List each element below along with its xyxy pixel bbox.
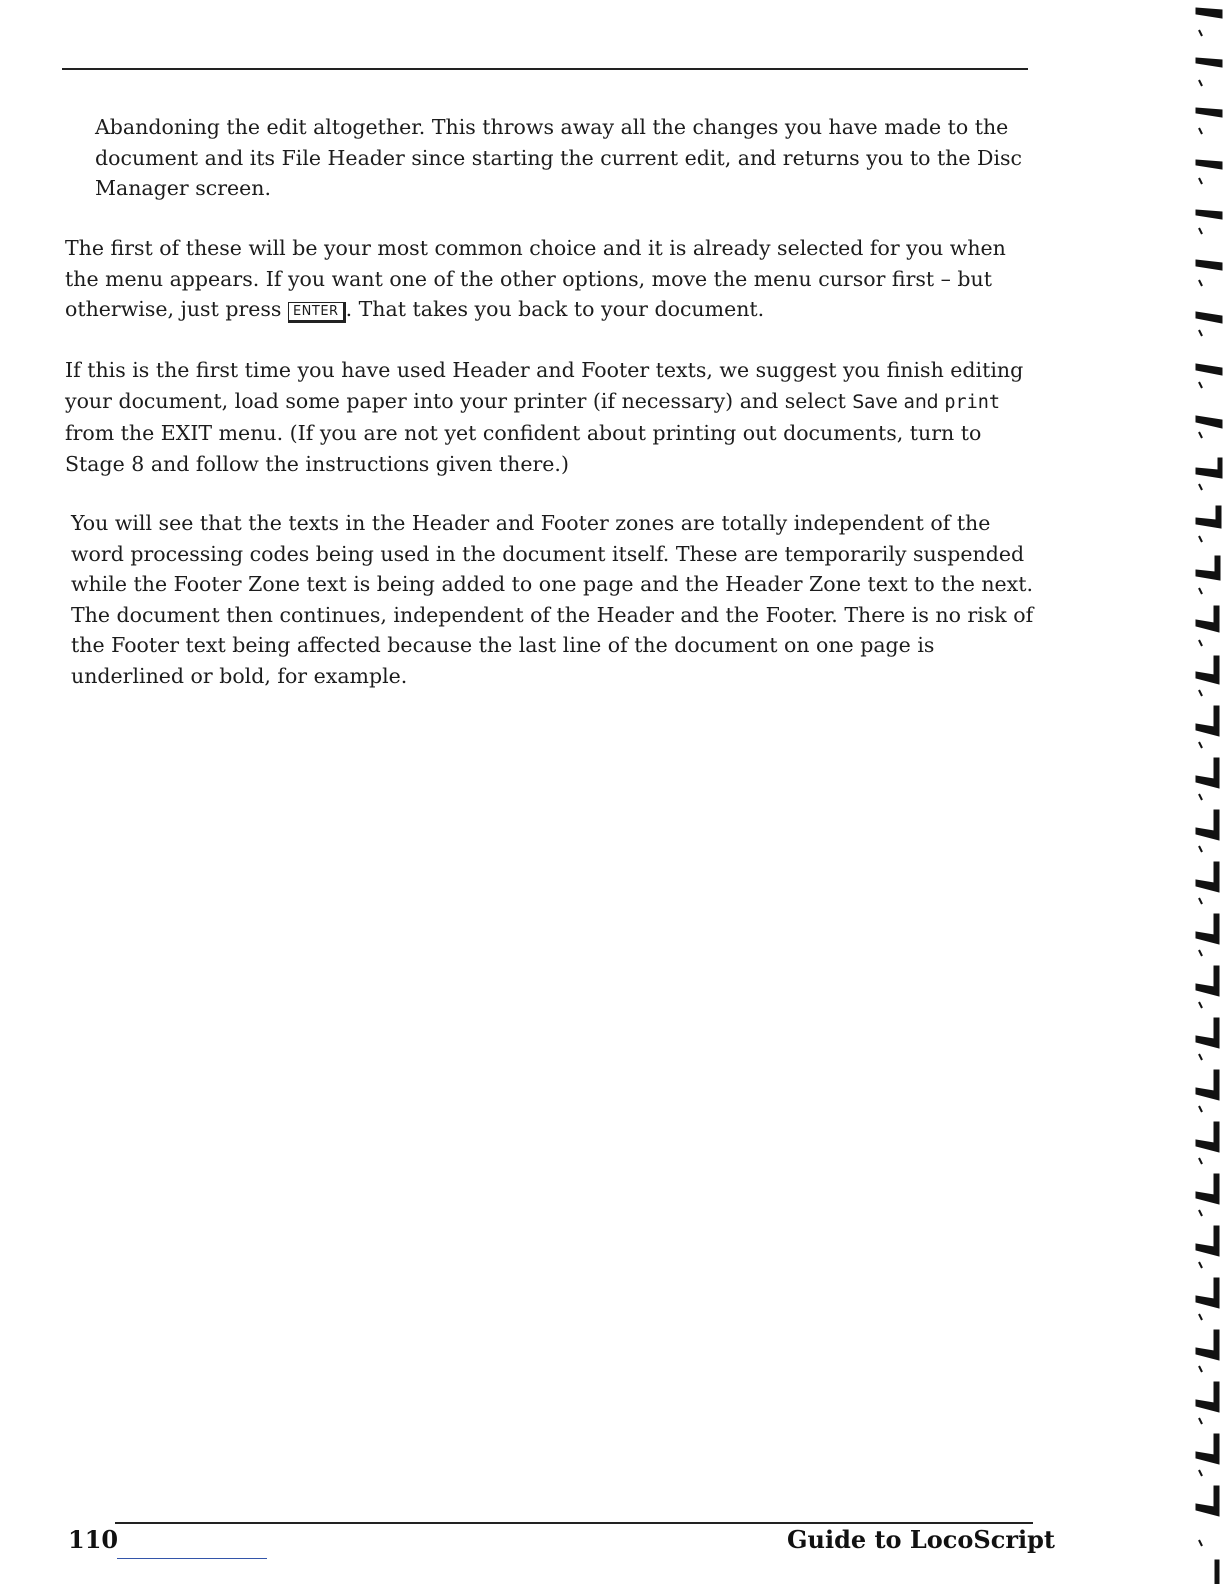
enter-key-glyph: ENTER bbox=[288, 302, 346, 323]
paragraph-text: . That takes you back to your document. bbox=[345, 297, 765, 321]
menu-option-print: print bbox=[944, 391, 1001, 413]
paragraph-independent-texts: You will see that the texts in the Header and Footer zones are totally independent of the word processing codes being used in the document itself. These are temporarily suspended while the Footer Zone text is being added to one page and the Header Zone text to the next. The document then continues, independent of the Header and the Footer. There is no risk of the Footer text being affected because the last line of the document on one page is underlined or bold, for example. bbox=[71, 511, 1034, 688]
header-rule bbox=[62, 68, 1028, 70]
footer-rule bbox=[115, 1522, 1033, 1524]
paragraph-text: The first of these will be your most common choice and it is already selected for you when the menu appears. If you want one of the other options, move the menu cursor first – but otherwise, just press bbox=[65, 236, 1006, 321]
paragraph-text: If this is the first time you have used Header and Footer texts, we suggest you finish editing your document, load some paper into your printer (if necessary) and select bbox=[65, 358, 1024, 413]
menu-option-save: Save bbox=[852, 391, 898, 413]
paragraph-text: from the EXIT menu. (If you are not yet confident about printing out documents, turn to Stage 8 and follow the instructions given there.) bbox=[65, 421, 982, 476]
paragraph-abandon-edit: Abandoning the edit altogether. This throws away all the changes you have made to the document and its File Header since starting the current edit, and returns you to the Disc Manager screen. bbox=[95, 115, 1023, 200]
menu-option-and: and bbox=[897, 391, 945, 413]
spiral-binding-icon bbox=[1144, 0, 1224, 1584]
paragraph-common-choice bbox=[65, 233, 1030, 325]
running-footer-title: Guide to LocoScript bbox=[787, 1525, 1055, 1554]
paragraph-first-time bbox=[65, 355, 1030, 479]
page-number: 110 bbox=[68, 1525, 119, 1554]
page-number-underline bbox=[117, 1558, 267, 1559]
